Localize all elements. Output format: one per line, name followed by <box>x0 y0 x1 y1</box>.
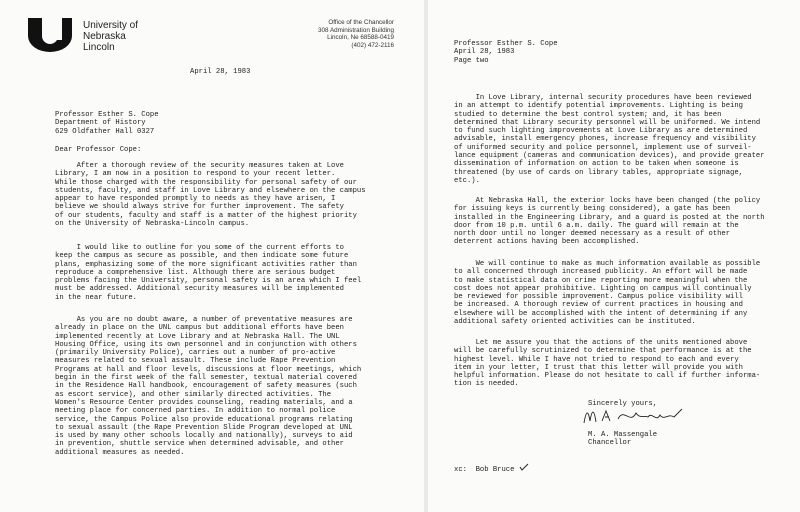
body-paragraph <box>454 260 760 326</box>
text-line: As you are no doubt aware, a number of preventative measures are <box>55 316 353 324</box>
salutation: Dear Professor Cope: <box>55 146 142 154</box>
text-line: to sexual assault (the Rape Prevention Slide Program developed at UNL <box>55 423 353 432</box>
page-two-header <box>454 40 558 65</box>
text-line: will be carefully scrutinized to determine that performance is at the <box>454 347 752 356</box>
text-line: dissemination of information on action to be taken when someone is <box>454 160 739 169</box>
text-line: be reviewed for possible improvement. Campus police visibility will <box>454 293 743 302</box>
header-line: Professor Esther S. Cope <box>454 40 558 48</box>
text-line: additional measures as needed. <box>55 448 185 457</box>
header-line: April 28, 1983 <box>454 48 515 57</box>
recipient-line: Department of History <box>55 119 146 128</box>
recipient-line: 629 Oldfather Hall 0327 <box>55 127 155 136</box>
text-line: in the Residence Hall handbook, encouragement of safety measures (such <box>55 382 357 391</box>
text-line: be increased. A thorough review of current practices in housing and <box>454 301 743 310</box>
text-line: cost does not appear prohibitive. Lighting on campus will continually <box>454 284 752 293</box>
university-logo <box>26 16 78 52</box>
office-line: (402) 472-2116 <box>351 41 394 49</box>
text-line: studied to determine the best control system; and, it has been <box>454 110 722 119</box>
university-name <box>83 20 138 53</box>
text-line: must be addressed. Additional security measures will be implemented <box>55 285 344 294</box>
text-line: believe we should always strive for further improvement. The safety <box>55 203 344 212</box>
cc-text: xc: Bob Bruce <box>454 466 515 474</box>
text-line: Let me assure you that the actions of the units mentioned above <box>454 339 748 347</box>
signature-block <box>588 431 657 448</box>
text-line: item in your letter, I trust that this letter will provide you with <box>454 363 743 372</box>
text-line: Housing Office, using its own personnel and in conjunction with others <box>55 340 357 349</box>
text-line: is used by many other schools locally and nationally), surveys to aid <box>55 432 353 441</box>
body-paragraph <box>55 244 361 302</box>
text-line: to fund such lighting improvements at Love Library as are determined <box>454 127 748 136</box>
text-line: highest level. While I have not tried to respond to each and every <box>454 355 739 364</box>
text-line: Programs at hall and floor levels, discussions at floor meetings, which <box>55 365 362 374</box>
signer-title: Chancellor <box>588 439 632 448</box>
text-line: door from 10 p.m. until 6 a.m. daily. The guard will remain at the <box>454 221 739 230</box>
text-line: I would like to outline for you some of the current efforts to <box>55 244 344 252</box>
text-line: additional safety oriented activities can be instituted. <box>454 318 696 327</box>
text-line: in an attempt to identify potential improvements. Lighting is being <box>454 102 743 111</box>
text-line: Library, I am now in a position to respond to your recent letter. <box>55 170 336 179</box>
text-line: After a thorough review of the security measures taken at Love <box>55 162 344 170</box>
university-name-line: Lincoln <box>83 42 115 53</box>
text-line: While those charged with the responsibility for personal safety of our <box>55 178 357 187</box>
text-line: meeting place for concerned parties. In addition to normal police <box>55 407 336 416</box>
body-paragraph <box>454 94 765 185</box>
text-line: elsewhere will be accomplished with the intent of determining if any <box>454 309 748 318</box>
office-line: Lincoln, Ne 68588-0419 <box>327 34 394 42</box>
header-line: Page two <box>454 56 489 65</box>
body-paragraph <box>55 162 366 228</box>
recipient-address <box>55 111 159 136</box>
text-line: in the near future. <box>55 293 137 302</box>
text-line: keep the campus as secure as possible, and then indicate some future <box>55 252 349 261</box>
text-line: determined that Library security personnel will be uniformed. We intend <box>454 118 761 127</box>
closing: Sincerely yours, <box>588 400 658 408</box>
text-line: service, the Campus Police also provide educational programs relating <box>55 415 353 424</box>
text-line: to make statistical data on crime reporting more meaningful when the <box>454 276 748 285</box>
text-line: implemented recently at Love Library and at Nebraska Hall. The UNL <box>55 332 340 341</box>
text-line: helpful information. Please do not hesitate to call if further informa- <box>454 372 761 381</box>
text-line: north door until no longer deemed necessary as a result of other <box>454 230 731 239</box>
checkmark-icon <box>519 463 529 471</box>
body-paragraph <box>55 316 361 457</box>
text-line: plans, emphasizing some of the more significant activities rather than <box>55 260 357 269</box>
text-line: etc.). <box>454 176 480 185</box>
recipient-line: Professor Esther S. Cope <box>55 111 159 119</box>
letter-page-two <box>428 0 800 512</box>
text-line: problems facing the University, personal safety is an area which I feel <box>55 277 362 286</box>
office-line: Office of the Chancellor <box>328 19 394 26</box>
text-line: begin in the first week of the fall semester, textual material covered <box>55 374 357 383</box>
text-line: threatened (by use of cards on library tables, appropriate signage, <box>454 168 743 177</box>
text-line: students, faculty, and staff in Love Library and elsewhere on the campus <box>55 186 366 195</box>
body-paragraph <box>454 339 760 389</box>
text-line: for issuing keys is currently being considered), a gate has been <box>454 205 731 214</box>
text-line: At Nebraska Hall, the exterior locks have been changed (the policy <box>454 197 761 205</box>
text-line: of our students, faculty and staff is a matter of the highest priority <box>55 211 357 220</box>
text-line: in prevention, shuttle service when determined advisable, and other <box>55 440 344 449</box>
university-name-line: University of <box>83 20 139 31</box>
letter-date: April 28, 1983 <box>190 68 251 76</box>
text-line: on the University of Nebraska-Lincoln campus. <box>55 220 250 229</box>
text-line: of uniformed security and police personnel, implement use of surveil- <box>454 143 752 152</box>
office-line: 308 Administration Building <box>318 26 394 34</box>
text-line: lance equipment (cameras and communication devices), and provide greater <box>454 152 765 161</box>
text-line: We will continue to make as much information available as possible <box>454 260 761 268</box>
carbon-copy-note <box>454 463 529 474</box>
text-line: (primarily University Police), carries out a number of pro-active <box>55 349 336 358</box>
text-line: tion is needed. <box>454 380 519 389</box>
text-line: In Love Library, internal security procedures have been reviewed <box>454 94 752 102</box>
text-line: to all concerned through increased publicity. An effort will be made <box>454 268 748 277</box>
text-line: reproduce a comprehensive list. Although there are serious budget <box>55 268 336 277</box>
text-line: installed in the Engineering Library, and a guard is posted at the north <box>454 213 765 222</box>
text-line: measures related to sexual assault. These include Rape Prevention <box>55 357 336 366</box>
university-name-line: Nebraska <box>83 31 126 42</box>
text-line: deterrent actions having been accomplished. <box>454 238 640 247</box>
text-line: advisable, install emergency phones, increase frequency and visibility <box>454 135 756 144</box>
office-address <box>290 19 394 49</box>
text-line: appear to have responded promptly to needs as they have arisen, I <box>55 195 336 204</box>
body-paragraph <box>454 197 765 247</box>
signer-name: M. A. Massengale <box>588 431 658 439</box>
handwritten-signature <box>578 403 688 429</box>
text-line: Women's Resource Center provides counseling, reading materials, and a <box>55 398 353 407</box>
text-line: as escort service), and other similarly directed activities. The <box>55 390 332 399</box>
text-line: already in place on the UNL campus but additional efforts have been <box>55 324 344 333</box>
